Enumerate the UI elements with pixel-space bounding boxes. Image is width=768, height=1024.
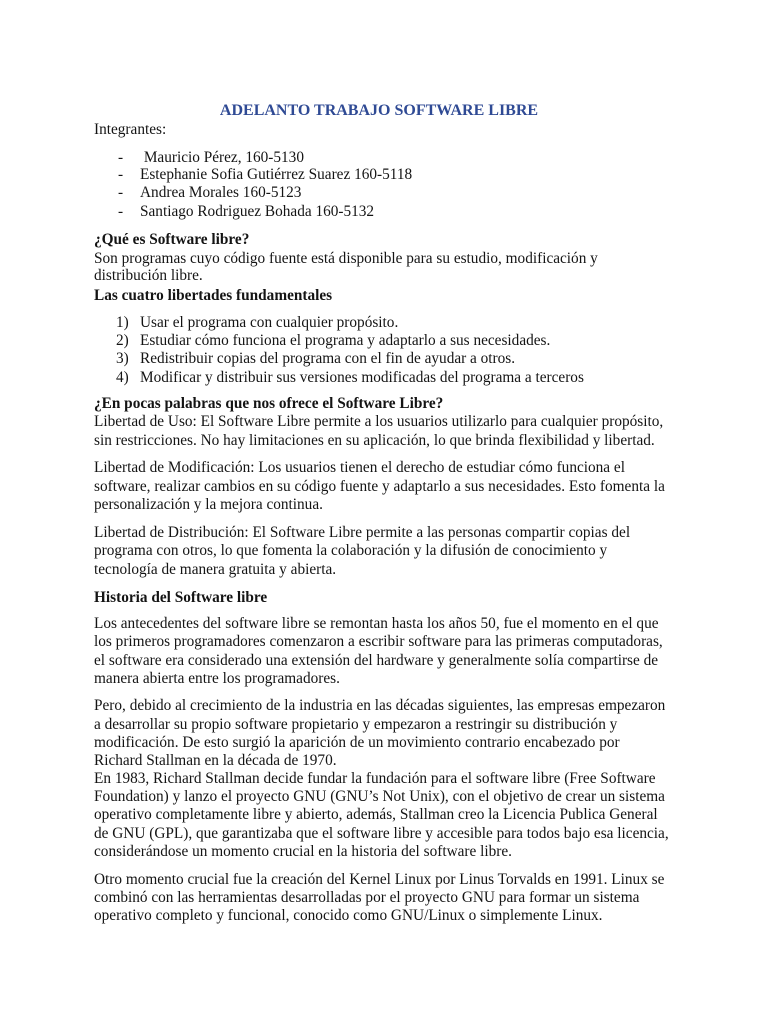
paragraph-line: de GNU (GPL), que garantizaba que el software libre y accesible para todos bajo esa licencia, [94, 825, 669, 842]
paragraph-line: programa con otros, lo que fomenta la colaboración y la difusión de conocimiento y [94, 542, 608, 559]
paragraph-line: modificación. De esto surgió la aparición de un movimiento contrario encabezado por [94, 734, 620, 751]
paragraph-line: distribución libre. [94, 267, 203, 284]
paragraph-line: combinó con las herramientas desarrolladas por el proyecto GNU para formar un sistema [94, 889, 640, 906]
paragraph-line: operativo completo y funcional, conocido como GNU/Linux o simplemente Linux. [94, 907, 603, 924]
paragraph-line: Son programas cuyo código fuente está disponible para su estudio, modificación y [94, 250, 598, 267]
paragraph-line: considerándose un momento crucial en la historia del software libre. [94, 843, 512, 860]
section-heading-freedoms: Las cuatro libertades fundamentales [94, 287, 333, 304]
list-bullet: - [118, 184, 124, 201]
paragraph-line: Foundation) y lanzo el proyecto GNU (GNU’s Not Unix), con el objetivo de crear un sistema [94, 788, 665, 805]
list-bullet: - [118, 149, 124, 166]
paragraph-line: sin restricciones. No hay limitaciones en su aplicación, lo que brinda flexibilidad y libertad. [94, 432, 655, 449]
paragraph-line: tecnología de manera gratuita y abierta. [94, 561, 337, 578]
freedom-item: Estudiar cómo funciona el programa y adaptarlo a sus necesidades. [140, 332, 551, 349]
section-heading-offers: ¿En pocas palabras que nos ofrece el Software Libre? [94, 395, 444, 412]
paragraph-line: los primeros programadores comenzaron a escribir software para las primeras computadoras, [94, 633, 663, 650]
paragraph-line: Libertad de Modificación: Los usuarios tienen el derecho de estudiar cómo funciona el [94, 459, 625, 476]
member-item: Andrea Morales 160-5123 [140, 184, 302, 201]
paragraph-line: personalización y la mejora continua. [94, 496, 323, 513]
paragraph-line: Libertad de Distribución: El Software Libre permite a las personas compartir copias del [94, 524, 631, 541]
paragraph-line: el software era considerado una extensión del hardware y generalmente solía compartirse de [94, 652, 659, 669]
freedom-item: Redistribuir copias del programa con el fin de ayudar a otros. [140, 350, 516, 367]
paragraph-line: Pero, debido al crecimiento de la industria en las décadas siguientes, las empresas empezaron [94, 697, 666, 714]
list-bullet: - [118, 203, 124, 220]
list-number: 3) [116, 350, 129, 367]
paragraph-line: Otro momento crucial fue la creación del Kernel Linux por Linus Torvalds en 1991. Linux se [94, 871, 665, 888]
paragraph-line: En 1983, Richard Stallman decide fundar la fundación para el software libre (Free Software [94, 770, 656, 787]
members-label: Integrantes: [94, 121, 167, 138]
member-item: Mauricio Pérez, 160-5130 [140, 149, 304, 166]
list-number: 4) [116, 369, 129, 386]
member-item: Estephanie Sofia Gutiérrez Suarez 160-5118 [140, 166, 413, 183]
section-heading-history: Historia del Software libre [94, 589, 268, 606]
list-number: 2) [116, 332, 129, 349]
paragraph-line: operativo completamente libre y abierto, además, Stallman creo la Licencia Publica General [94, 806, 658, 823]
paragraph-line: Los antecedentes del software libre se remontan hasta los años 50, fue el momento en el que [94, 615, 659, 632]
paragraph-line: Richard Stallman en la década de 1970. [94, 752, 337, 769]
paragraph-line: Libertad de Uso: El Software Libre permite a los usuarios utilizarlo para cualquier propósito, [94, 413, 664, 430]
paragraph-line: a desarrollar su propio software propietario y empezaron a restringir su distribución y [94, 716, 618, 733]
freedom-item: Modificar y distribuir sus versiones modificadas del programa a terceros [140, 369, 584, 386]
paragraph-line: manera abierta entre los programadores. [94, 670, 340, 687]
document-title: ADELANTO TRABAJO SOFTWARE LIBRE [219, 102, 539, 119]
list-number: 1) [116, 314, 129, 331]
paragraph-line: software, realizar cambios en su código fuente y adaptarlo a sus necesidades. Esto fomenta la [94, 478, 665, 495]
member-item: Santiago Rodriguez Bohada 160-5132 [140, 203, 375, 220]
section-heading-what-is: ¿Qué es Software libre? [94, 231, 250, 248]
freedom-item: Usar el programa con cualquier propósito. [140, 314, 399, 331]
list-bullet: - [118, 166, 124, 183]
